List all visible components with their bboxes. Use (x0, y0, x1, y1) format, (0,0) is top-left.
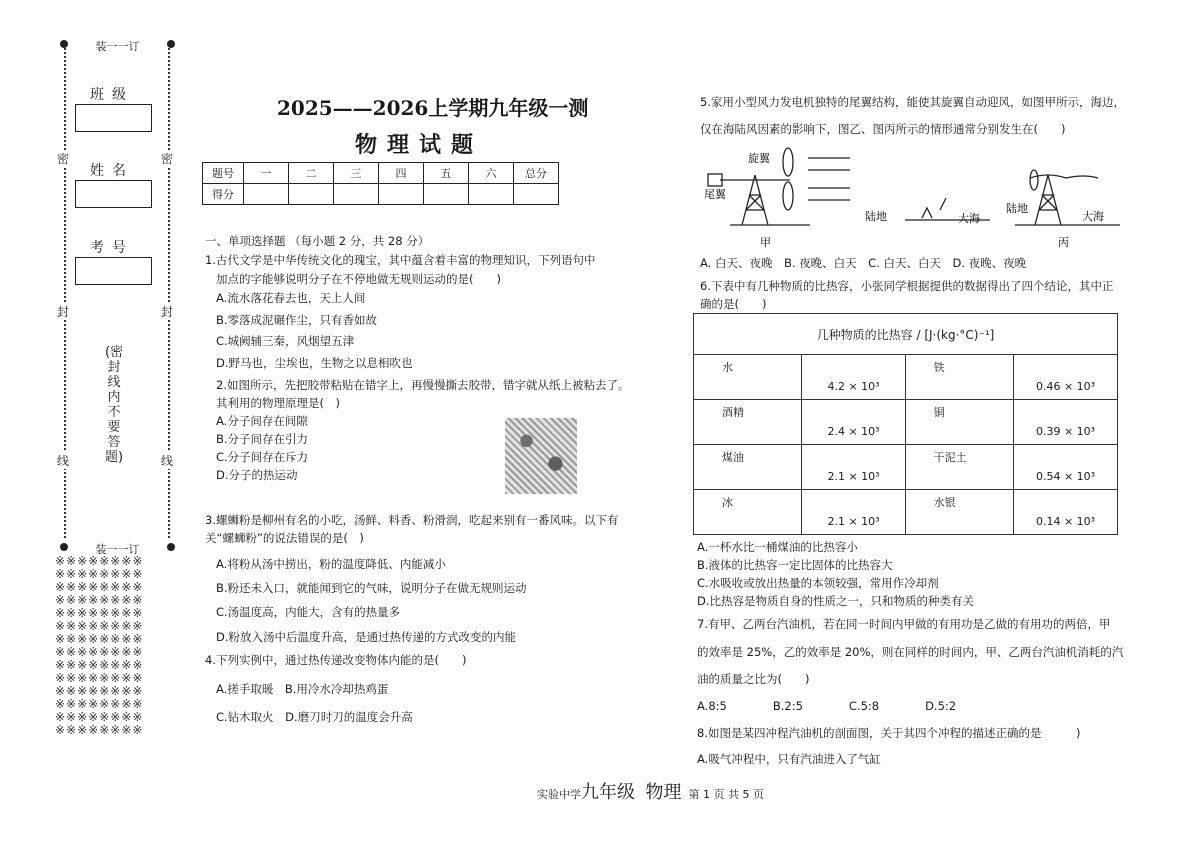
q5-stem-line-2: 仅在海陆风因素的影响下，图乙、图丙所示的情形通常分别发生在( ) (700, 122, 1066, 136)
cross-pattern-area: ※※※※※※※※ ※※※※※※※※ ※※※※※※※※ ※※※※※※※※ ※※※※※※※※ ※※※※※※※※ ※※※※※※※※ ※※※※※※※※ ※※※※※※※※ ※※※※※※※※ ※※※※※※※※ ※※※※※※※※ ※※※※※※※※ ※※※※※※※※ (55, 555, 144, 737)
table-row (694, 490, 1118, 535)
substance-cell: 干泥土 (905, 445, 1013, 490)
table-row (694, 400, 1118, 445)
q1-option-b: B.零落成泥碾作尘，只有香如故 (216, 313, 378, 327)
q1-option-a: A.流水落花春去也，天上人间 (216, 291, 366, 305)
value-cell: 2.4 × 10³ (802, 400, 905, 445)
score-cell[interactable] (289, 184, 334, 205)
fig-sea-label-1: 大海 (958, 212, 980, 225)
footer-page-number: 第 1 页 共 5 页 (688, 788, 764, 801)
binding-mid-label: 装一一订 (60, 541, 175, 553)
q2-option-d: D.分子的热运动 (216, 468, 298, 482)
q7-options: A.8:5 B.2:5 C.5:8 D.5:2 (697, 699, 957, 713)
seal-note: (密封线内不要答题) (105, 345, 124, 465)
exam-number-label: 考号 (90, 240, 134, 256)
name-field[interactable] (75, 180, 152, 208)
seal-char-left-2: 封 (57, 305, 70, 319)
fig-land-label-1: 陆地 (865, 210, 887, 223)
q6-option-c: C.水吸收或放出热量的本领较强，常用作冷却剂 (697, 576, 939, 590)
table-row (694, 355, 1118, 400)
q1-stem-line-2: 加点的字能够说明分子在不停地做无规则运动的是( ) (216, 272, 501, 286)
q4-stem: 4.下列实例中，通过热传递改变物体内能的是( ) (205, 653, 467, 667)
substance-cell: 煤油 (694, 445, 802, 490)
q2-stem-line-1: 2.如图所示，先把胶带粘贴在错字上，再慢慢撕去胶带，错字就从纸上被粘去了。 (216, 378, 630, 392)
substance-cell: 酒精 (694, 400, 802, 445)
score-header-cell: 四 (379, 163, 424, 184)
heat-table-caption: 几种物质的比热容 / [J·(kg·°C)⁻¹] (694, 314, 1118, 355)
fig-jia-label: 甲 (760, 236, 771, 249)
q8-option-a: A.吸气冲程中，只有汽油进入了气缸 (697, 752, 881, 766)
q3-stem-line-2: 关“螺蛳粉”的说法错误的是( ) (205, 531, 364, 545)
value-cell: 2.1 × 10³ (802, 445, 905, 490)
q8-stem: 8.如图是某四冲程汽油机的剖面图，关于其四个冲程的描述正确的是 ) (697, 726, 1081, 740)
value-cell: 2.1 × 10³ (802, 490, 905, 535)
seal-char-left-3: 线 (57, 454, 70, 468)
tape-photo-image (505, 418, 577, 494)
q4-options-ab: A.搓手取暖 B.用冷水冷却热鸡蛋 (216, 682, 389, 696)
q4-options-cd: C.钻木取火 D.磨刀时刀的温度会升高 (216, 710, 413, 724)
class-label: 班级 (90, 87, 134, 103)
value-cell: 4.2 × 10³ (802, 355, 905, 400)
substance-cell: 水 (694, 355, 802, 400)
score-cell[interactable] (334, 184, 379, 205)
binding-top-label: 装一一订 (60, 38, 175, 50)
fig-tail-label: 尾翼 (704, 188, 726, 201)
q3-option-a: A.将粉从汤中捞出，粉的温度降低、内能减小 (216, 557, 446, 571)
q3-option-d: D.粉放入汤中后温度升高，是通过热传递的方式改变的内能 (216, 630, 517, 644)
q7-stem-line-3: 油的质量之比为( ) (697, 672, 810, 686)
substance-cell: 铁 (905, 355, 1013, 400)
seal-char-left-1: 密 (57, 152, 70, 166)
q2-stem-line-2: 其利用的物理原理是( ) (216, 396, 340, 410)
score-cell[interactable] (424, 184, 469, 205)
score-table (202, 162, 559, 205)
page-footer (537, 778, 764, 804)
score-row-label: 得分 (203, 184, 244, 205)
q2-option-b: B.分子间存在引力 (216, 432, 309, 446)
value-cell: 0.46 × 10³ (1014, 355, 1118, 400)
value-cell: 0.54 × 10³ (1014, 445, 1118, 490)
q1-stem-line-1: 1.古代文学是中华传统文化的瑰宝，其中蕴含着丰富的物理知识，下列语句中 (205, 253, 596, 267)
specific-heat-table (693, 313, 1118, 535)
q5-options: A. 白天、夜晚 B. 夜晚、白天 C. 白天、白天 D. 夜晚、夜晚 (700, 256, 1027, 270)
score-header-cell: 六 (469, 163, 514, 184)
substance-cell: 铜 (905, 400, 1013, 445)
q6-option-d: D.比热容是物质自身的性质之一，只和物质的种类有关 (697, 594, 975, 608)
fig-land-label-2: 陆地 (1006, 202, 1028, 215)
seal-char-right-1: 密 (161, 152, 174, 166)
q6-stem-line-2: 确的是( ) (700, 297, 767, 311)
seal-char-right-2: 封 (161, 305, 174, 319)
q3-stem-line-1: 3.螺蛳粉是柳州有名的小吃，汤鲜、料香、粉滑润，吃起来别有一番风味。以下有 (205, 513, 619, 527)
exam-title: 2025——2026上学期九年级一测 (277, 96, 589, 120)
footer-subject: 物理 (645, 782, 682, 803)
value-cell: 0.39 × 10³ (1014, 400, 1118, 445)
substance-cell: 冰 (694, 490, 802, 535)
q6-option-a: A.一杯水比一桶煤油的比热容小 (697, 540, 858, 554)
q6-option-b: B.液体的比热容一定比固体的比热容大 (697, 558, 893, 572)
fig-sea-label-2: 大海 (1082, 210, 1104, 223)
q1-option-d: D.野马也，尘埃也，生物之以息相吹也 (216, 356, 413, 370)
score-header-cell: 题号 (203, 163, 244, 184)
q7-stem-line-2: 的效率是 25%，乙的效率是 20%，则在同样的时间内，甲、乙两台汽油机消耗的汽 (697, 645, 1124, 659)
footer-grade: 九年级 (581, 782, 635, 803)
q7-stem-line-1: 7.有甲、乙两台汽油机，若在同一时间内甲做的有用功是乙做的有用功的两倍，甲 (697, 617, 1111, 631)
score-header-cell: 总分 (514, 163, 559, 184)
q3-option-c: C.汤温度高，内能大，含有的热量多 (216, 605, 401, 619)
score-header-cell: 三 (334, 163, 379, 184)
q6-stem-line-1: 6.下表中有几种物质的比热容，小张同学根据提供的数据得出了四个结论，其中正 (700, 279, 1114, 293)
score-header-cell: 五 (424, 163, 469, 184)
score-cell[interactable] (469, 184, 514, 205)
section-1-heading: 一、单项选择题 （每小题 2 分，共 28 分） (205, 234, 430, 248)
q3-option-b: B.粉还未入口，就能闻到它的气味，说明分子在做无规则运动 (216, 581, 527, 595)
score-cell[interactable] (244, 184, 289, 205)
q2-option-a: A.分子间存在间隙 (216, 414, 308, 428)
score-cell[interactable] (379, 184, 424, 205)
exam-subtitle: 物理试题 (355, 132, 484, 158)
q5-stem-line-1: 5.家用小型风力发电机独特的尾翼结构，能使其旋翼自动迎风，如图甲所示，海边， (700, 95, 1125, 109)
score-header-cell: 二 (289, 163, 334, 184)
q2-option-c: C.分子间存在斥力 (216, 450, 309, 464)
score-header-cell: 一 (244, 163, 289, 184)
seal-char-right-3: 线 (161, 454, 174, 468)
name-label: 姓名 (90, 163, 134, 179)
footer-school: 实验中学 (537, 788, 581, 801)
table-row (694, 445, 1118, 490)
exam-number-field[interactable] (75, 257, 152, 285)
wind-turbine-figure (700, 140, 1130, 252)
fig-rotor-label: 旋翼 (748, 152, 770, 165)
fig-bing-label: 丙 (1058, 236, 1069, 249)
q1-option-c: C.城阙辅三秦，风烟望五津 (216, 334, 355, 348)
substance-cell: 水银 (905, 490, 1013, 535)
class-field[interactable] (75, 104, 152, 132)
score-cell[interactable] (514, 184, 559, 205)
value-cell: 0.14 × 10³ (1014, 490, 1118, 535)
